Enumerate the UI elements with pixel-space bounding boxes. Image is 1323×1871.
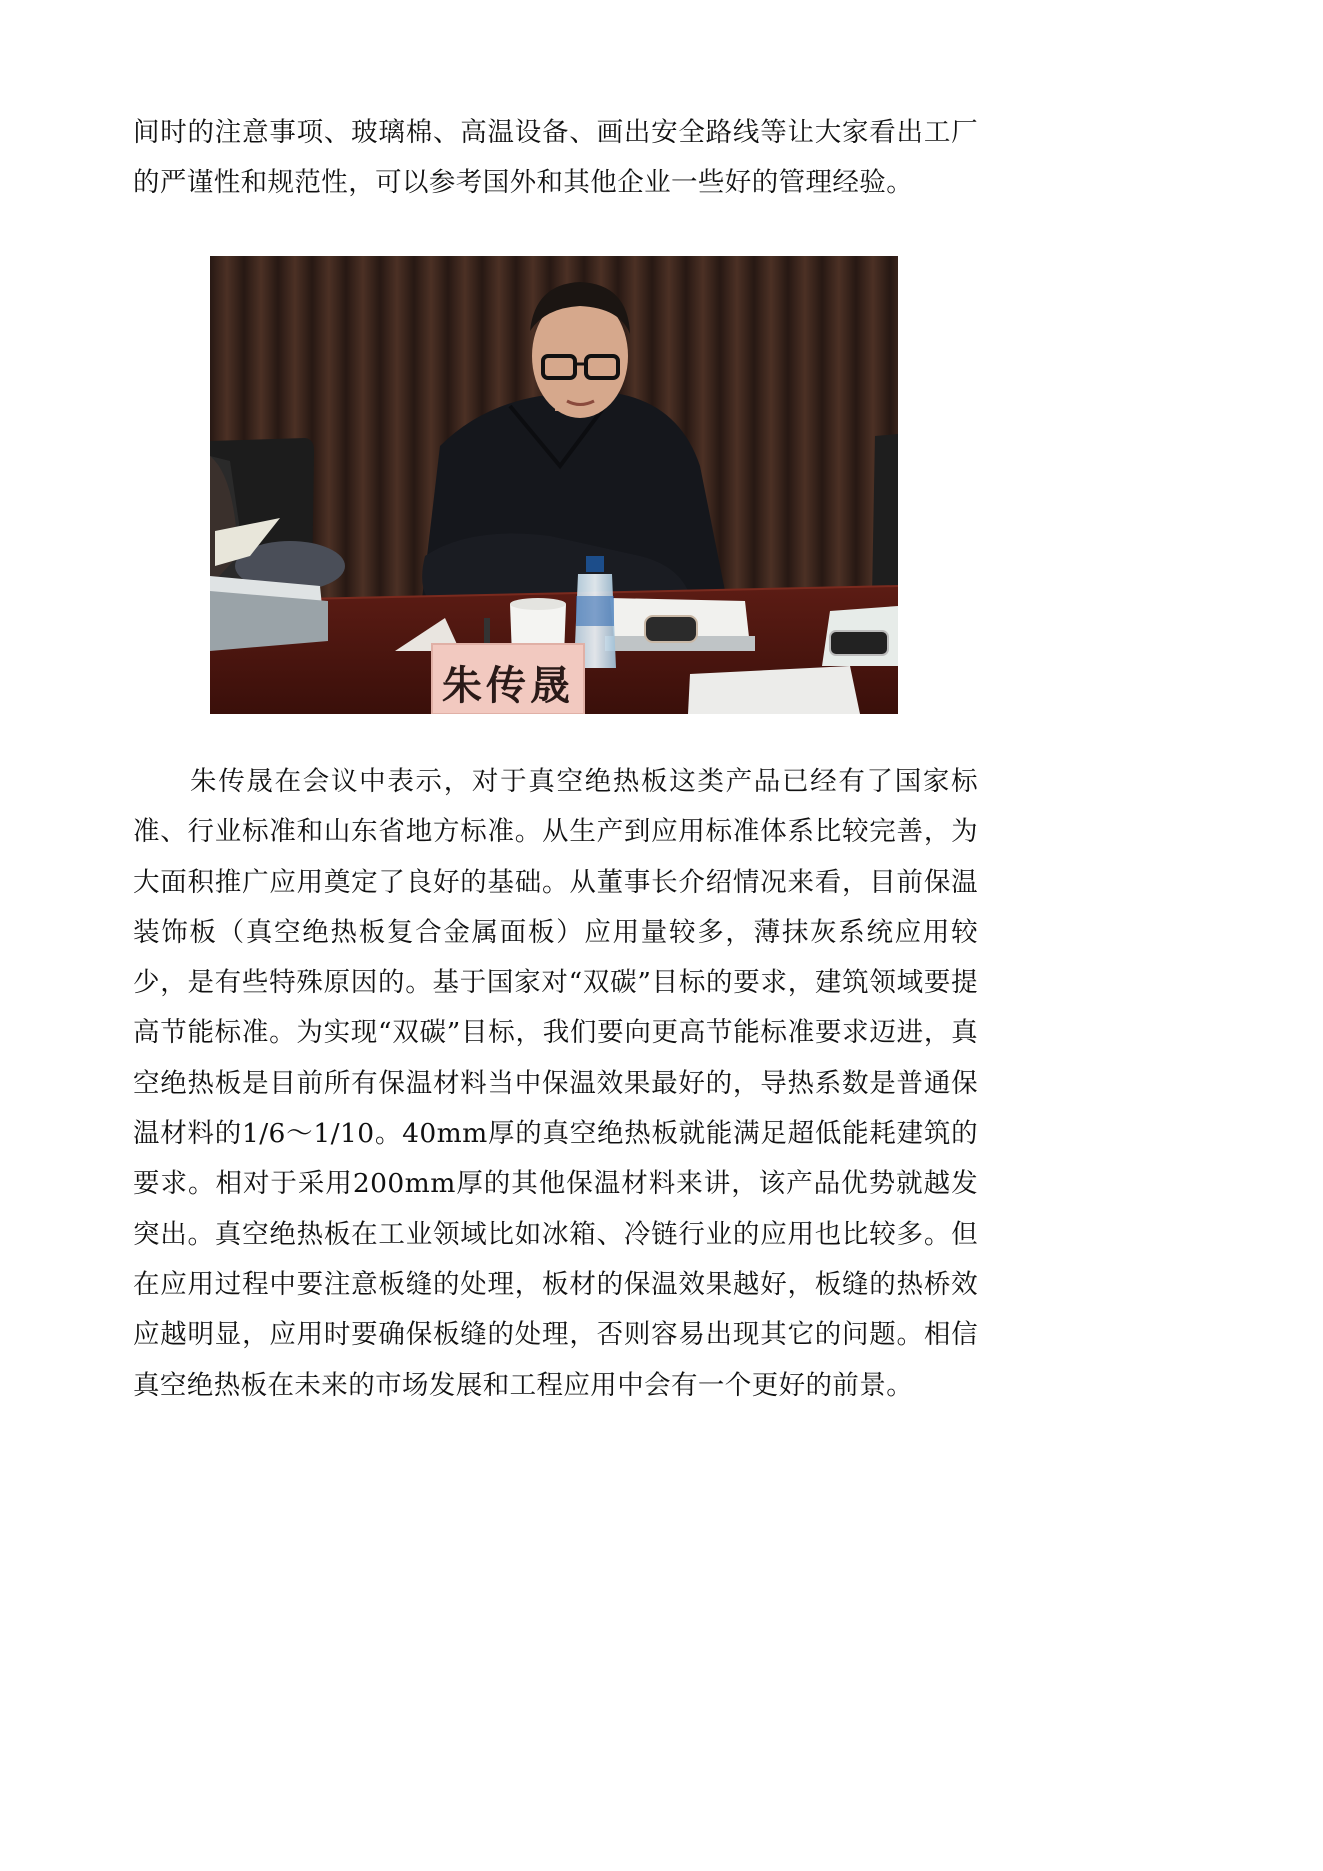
intro-paragraph: 间时的注意事项、玻璃棉、高温设备、画出安全路线等让大家看出工厂的严谨性和规范性，可以参考国外和其他企业一些好的管理经验。	[133, 117, 978, 199]
photo-illustration	[210, 256, 898, 714]
meeting-photo	[210, 256, 898, 714]
main-paragraph: 朱传晟在会议中表示，对于真空绝热板这类产品已经有了国家标准、行业标准和山东省地方标准。从生产到应用标准体系比较完善，为大面积推广应用奠定了良好的基础。从董事长介绍情况来看，目前保温装饰板（真空绝热板复合金属面板）应用量较多，薄抹灰系统应用较少，是有些特殊原因的。基于国家对“双碳”目标的要求，建筑领域要提高节能标准。为实现“双碳”目标，我们要向更高节能标准要求迈进，真空绝热板是目前所有保温材料当中保温效果最好的，导热系数是普通保温材料的1/6～1/10。40mm厚的真空绝热板就能满足超低能耗建筑的要求。相对于采用200mm厚的其他保温材料来讲，该产品优势就越发突出。真空绝热板在工业领域比如冰箱、冷链行业的应用也比较多。但在应用过程中要注意板缝的处理，板材的保温效果越好，板缝的热桥效应越明显，应用时要确保板缝的处理，否则容易出现其它的问题。相信真空绝热板在未来的市场发展和工程应用中会有一个更好的前景。	[133, 766, 978, 1401]
nameplate-label: 朱传晟	[442, 662, 574, 709]
